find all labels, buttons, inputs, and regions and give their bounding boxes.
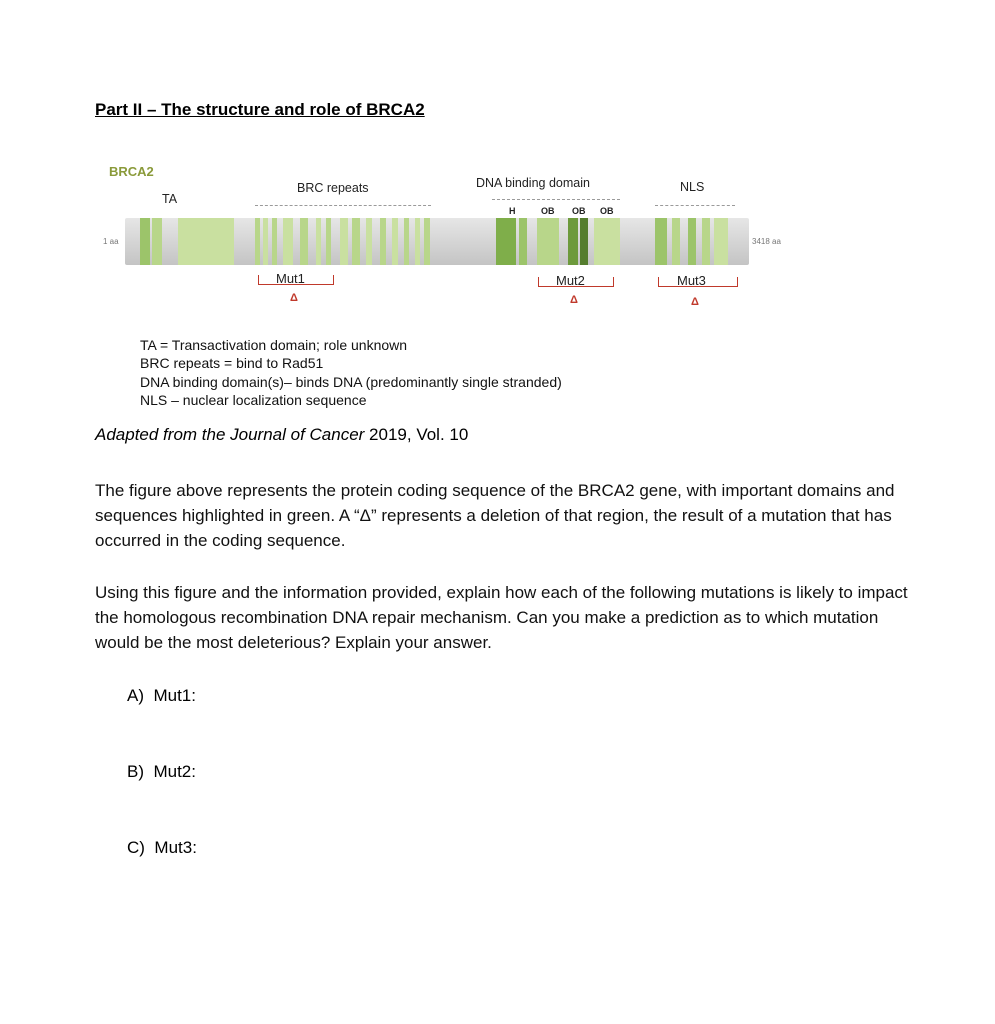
brc-repeat-block [352,218,360,265]
brc-repeat-block [300,218,308,265]
helical-domain-block [519,218,527,265]
figure-protein-name: BRCA2 [109,164,154,179]
brc-repeat-block [340,218,348,265]
legend-brc: BRC repeats = bind to Rad51 [140,355,324,371]
nls-block [702,218,710,265]
dna-binding-span-line [492,199,620,200]
mut1-delta-symbol: Δ [290,292,298,304]
brc-repeat-block [424,218,430,265]
ta-domain-block [140,218,150,265]
ta-domain-block [178,218,234,265]
ob2-subdomain-label: OB [572,206,586,216]
brc-repeat-block [272,218,277,265]
helical-subdomain-label: H [509,206,516,216]
end-aa-label: 3418 aa [752,237,781,246]
ob1-subdomain-label: OB [541,206,555,216]
citation-journal: Adapted from the Journal of Cancer [95,425,365,444]
ob3-domain-block [594,218,620,265]
nls-label: NLS [680,180,705,194]
figure-description-paragraph: The figure above represents the protein coding sequence of the BRCA2 gene, with important domains and sequences highlighted in green. A “Δ” represents a deletion of that region, the result of a mutation that has occurred in the coding sequence. [95,481,895,550]
question-a-letter: A) [127,686,144,705]
brc-repeat-block [404,218,409,265]
nls-block [688,218,696,265]
brc-repeat-block [263,218,268,265]
nls-block [672,218,680,265]
brc-repeats-span-line [255,205,431,206]
dna-binding-domain-label: DNA binding domain [476,176,590,190]
question-a-label: Mut1: [153,686,196,705]
legend-ta: TA = Transactivation domain; role unknown [140,337,408,353]
ob1-domain-block [537,218,559,265]
mut1-label: Mut1 [276,271,305,286]
page-title: Part II – The structure and role of BRCA2 [95,100,425,119]
ob2-domain-block [568,218,578,265]
brc-repeat-block [283,218,293,265]
ta-domain-block [152,218,162,265]
legend-dna-binding: DNA binding domain(s)– binds DNA (predominantly single stranded) [140,374,562,390]
ta-domain-label: TA [162,192,178,206]
start-aa-label: 1 aa [103,237,119,246]
brc-repeat-block [255,218,260,265]
brc-repeats-label: BRC repeats [297,181,369,195]
question-c-letter: C) [127,838,145,857]
brc-repeat-block [415,218,420,265]
question-a [127,686,196,706]
citation [95,425,468,445]
question-b [127,762,196,782]
nls-span-line [655,205,735,206]
question-c-label: Mut3: [154,838,197,857]
brc-repeat-block [326,218,331,265]
brc-repeat-block [392,218,398,265]
ob2-domain-block [580,218,588,265]
legend-nls: NLS – nuclear localization sequence [140,392,367,408]
mut2-delta-symbol: Δ [570,294,578,306]
brc-repeat-block [380,218,386,265]
nls-block [655,218,667,265]
citation-volume: 2019, Vol. 10 [364,425,469,444]
brc-repeat-block [366,218,372,265]
mut3-delta-symbol: Δ [691,296,699,308]
mut2-label: Mut2 [556,273,585,288]
brc-repeat-block [316,218,321,265]
question-b-label: Mut2: [153,762,196,781]
ob3-subdomain-label: OB [600,206,614,216]
instructions-paragraph: Using this figure and the information provided, explain how each of the following mutations is likely to impact the homologous recombination DNA repair mechanism. Can you make a prediction as to which mutation would be the most deleterious? Explain your answer. [95,583,908,652]
helical-domain-block [496,218,516,265]
nls-block [714,218,728,265]
mut3-label: Mut3 [677,273,706,288]
question-c [127,838,197,858]
question-b-letter: B) [127,762,144,781]
